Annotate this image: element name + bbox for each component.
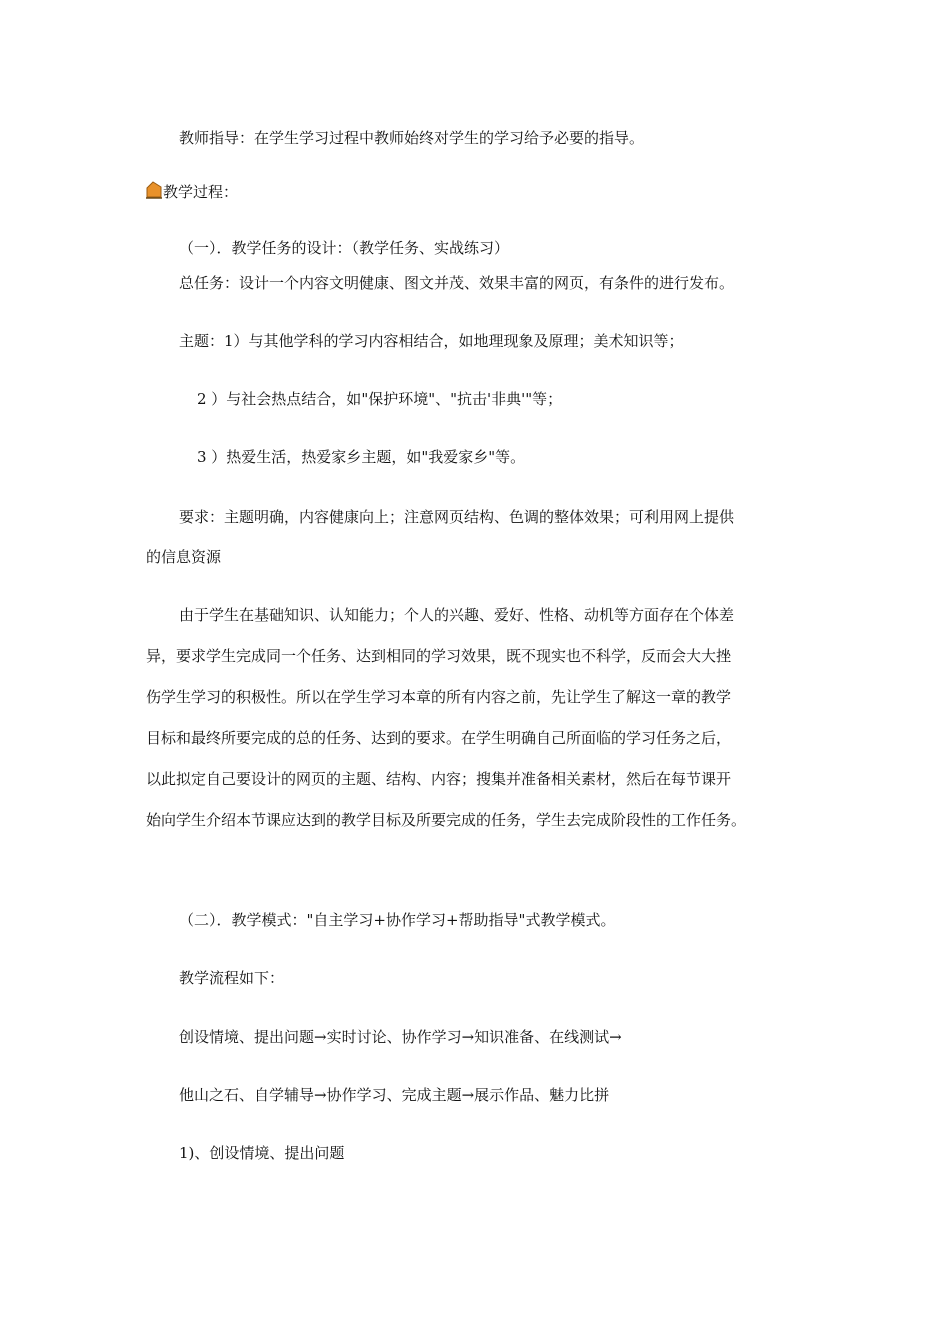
flow-line-2: 他山之石、自学辅导→协作学习、完成主题→展示作品、魅力比拼 <box>179 1086 610 1104</box>
paragraph-line-2: 异，要求学生完成同一个任务、达到相同的学习效果，既不现实也不科学，反而会大大挫 <box>146 647 732 665</box>
teaching-mode-heading: （二）．教学模式："自主学习+协作学习+帮助指导"式教学模式。 <box>179 911 616 929</box>
flow-title: 教学流程如下： <box>179 969 285 987</box>
total-task-line: 总任务：设计一个内容文明健康、图文并茂、效果丰富的网页，有条件的进行发布。 <box>179 274 735 292</box>
task-design-heading: （一）．教学任务的设计：（教学任务、实战练习） <box>179 239 510 257</box>
paragraph-line-1: 由于学生在基础知识、认知能力；个人的兴趣、爱好、性格、动机等方面存在个体差 <box>179 606 735 624</box>
pencil-bullet-icon <box>145 181 163 199</box>
theme-line-3: 3 ）热爱生活，热爱家乡主题，如"我爱家乡"等。 <box>197 448 526 466</box>
step-1-heading: 1)、创设情境、提出问题 <box>179 1144 345 1162</box>
paragraph-line-6: 始向学生介绍本节课应达到的教学目标及所要完成的任务，学生去完成阶段性的工作任务。 <box>146 811 747 829</box>
flow-line-1: 创设情境、提出问题→实时讨论、协作学习→知识准备、在线测试→ <box>179 1028 622 1046</box>
paragraph-line-5: 以此拟定自己要设计的网页的主题、结构、内容；搜集并准备相关素材，然后在每节课开 <box>146 770 732 788</box>
process-heading: 教学过程： <box>163 183 239 201</box>
paragraph-line-4: 目标和最终所要完成的总的任务、达到的要求。在学生明确自己所面临的学习任务之后， <box>146 729 732 747</box>
teacher-guide-line: 教师指导：在学生学习过程中教师始终对学生的学习给予必要的指导。 <box>179 129 645 147</box>
requirement-line-1: 要求：主题明确，内容健康向上；注意网页结构、色调的整体效果；可利用网上提供 <box>179 508 735 526</box>
theme-line-1: 主题：1）与其他学科的学习内容相结合，如地理现象及原理；美术知识等； <box>179 332 684 350</box>
theme-line-2: 2 ）与社会热点结合，如"保护环境"、"抗击'非典'"等； <box>197 390 563 408</box>
paragraph-line-3: 伤学生学习的积极性。所以在学生学习本章的所有内容之前，先让学生了解这一章的教学 <box>146 688 732 706</box>
requirement-line-2: 的信息资源 <box>146 548 222 566</box>
